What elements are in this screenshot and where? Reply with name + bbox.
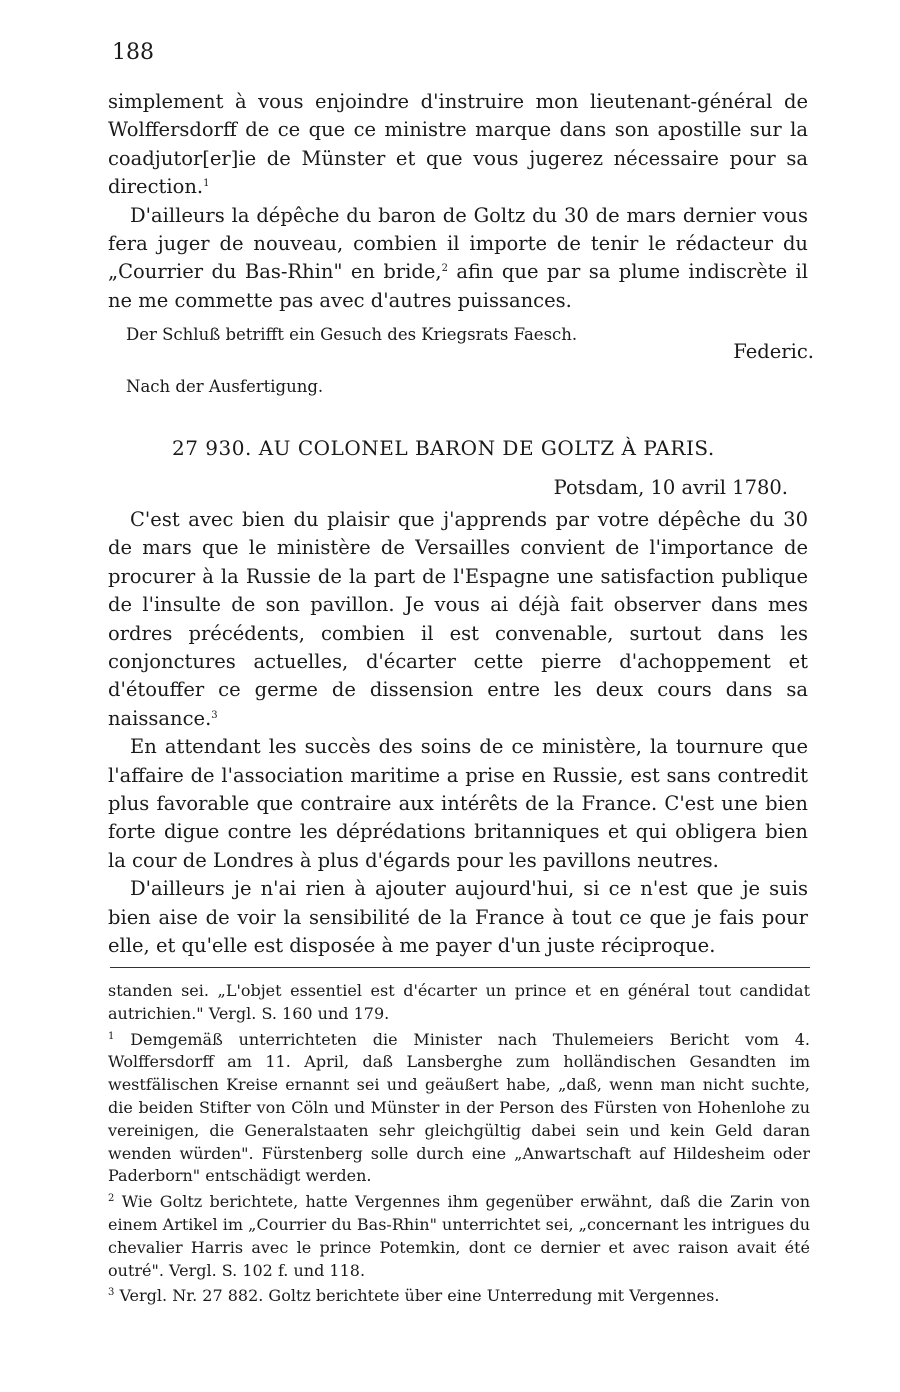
paragraph: D'ailleurs la dépêche du baron de Goltz du 30 de mars dernier vous fera juger de nouveau, combien il importe de tenir le rédacteur du „Courrier du Bas-Rhin" en bride,$^2$ afin que par sa plume indiscrète il ne me commette pas avec d'autres puissances. <box>108 203 808 312</box>
page-number: 188 <box>112 40 154 65</box>
footnote-ref-1: 1 <box>203 178 210 190</box>
source-note: Nach der Ausfertigung. <box>126 377 324 396</box>
paragraph: En attendant les succès des soins de ce ministère, la tournure que l'affaire de l'association maritime a prise en Russie, est sans contredit plus favorable que contraire aux intérêts de la France. C'est une bien forte digue contre les déprédations britanniques et qui obligera bien la cour de Londres à plus d'égards pour les pavillons neutres. <box>108 735 808 872</box>
footnote-divider <box>110 967 810 968</box>
letter-heading: 27 930. AU COLONEL BARON DE GOLTZ À PARIS. <box>172 436 715 460</box>
editorial-note: Der Schluß betrifft ein Gesuch des Kriegsrats Faesch. <box>126 325 578 344</box>
footnote-1: $^1$ Demgemäß unterrichteten die Minister nach Thulemeiers Bericht vom 4. Wolffersdorff am 11. April, daß Lansberghe zum holländischen Gesandten im westfälischen Kreise ernannt sei und geäußert habe, „daß, wenn man nicht suchte, die beiden Stifter von Cöln und Münster in der Person des Fürsten von Hohenlohe zu vereinigen, die Generalstaaten sehr gleichgültig dabei sein und kein Geld daran wenden würden". Fürstenberg solle durch eine „Anwartschaft auf Hildesheim oder Paderborn" entschädigt werden. <box>108 1029 810 1186</box>
footnote-continuation: standen sei. „L'objet essentiel est d'écarter un prince et en général tout candidat autrichien." Vergl. S. 160 und 179. <box>108 981 810 1023</box>
paragraph: C'est avec bien du plaisir que j'apprends par votre dépêche du 30 de mars que le ministère de Versailles convient de l'importance de procurer à la Russie de la part de l'Espagne une satisfaction publique de l'insulte de son pavillon. Je vous ai déjà fait observer dans mes ordres précédents, combien il est convenable, surtout dans les conjonctures actuelles, d'écarter cette pierre d'achoppement et d'étouffer ce germe de dissension entre les deux cours dans sa naissance.$^3$ <box>108 508 808 730</box>
letter-continuation <box>108 88 808 315</box>
footnote-2: $^2$ Wie Goltz berichtete, hatte Vergennes ihm gegenüber erwähnt, daß die Zarin von einem Artikel im „Courrier du Bas-Rhin" unterrichtet sei, „concernant les intrigues du chevalier Harris avec le prince Potemkin, dont ce dernier et avec raison avait été outré". Vergl. S. 102 f. und 118. <box>108 1192 811 1280</box>
paragraph: D'ailleurs je n'ai rien à ajouter aujourd'hui, si ce n'est que je suis bien aise de voir la sensibilité de la France à tout ce que je fais pour elle, et qu'elle est disposée à me payer d'un juste réciproque. <box>108 877 808 958</box>
dateline: Potsdam, 10 avril 1780. <box>553 476 788 499</box>
letter-body <box>108 506 808 961</box>
footnotes <box>108 980 810 1308</box>
paragraph: simplement à vous enjoindre d'instruire mon lieutenant-général de Wolffersdorff de ce que ce ministre marque dans son apostille sur la coadjutor[er]ie de Münster et que vous jugerez nécessaire pour sa direction.$^1$ <box>108 90 808 199</box>
footnote-3: $^3$ Vergl. Nr. 27 882. Goltz berichtete über eine Unterredung mit Vergennes. <box>108 1286 720 1306</box>
footnote-ref-2: 2 <box>441 263 448 275</box>
footnote-ref-3: 3 <box>211 709 218 721</box>
signature: Federic. <box>733 340 814 363</box>
